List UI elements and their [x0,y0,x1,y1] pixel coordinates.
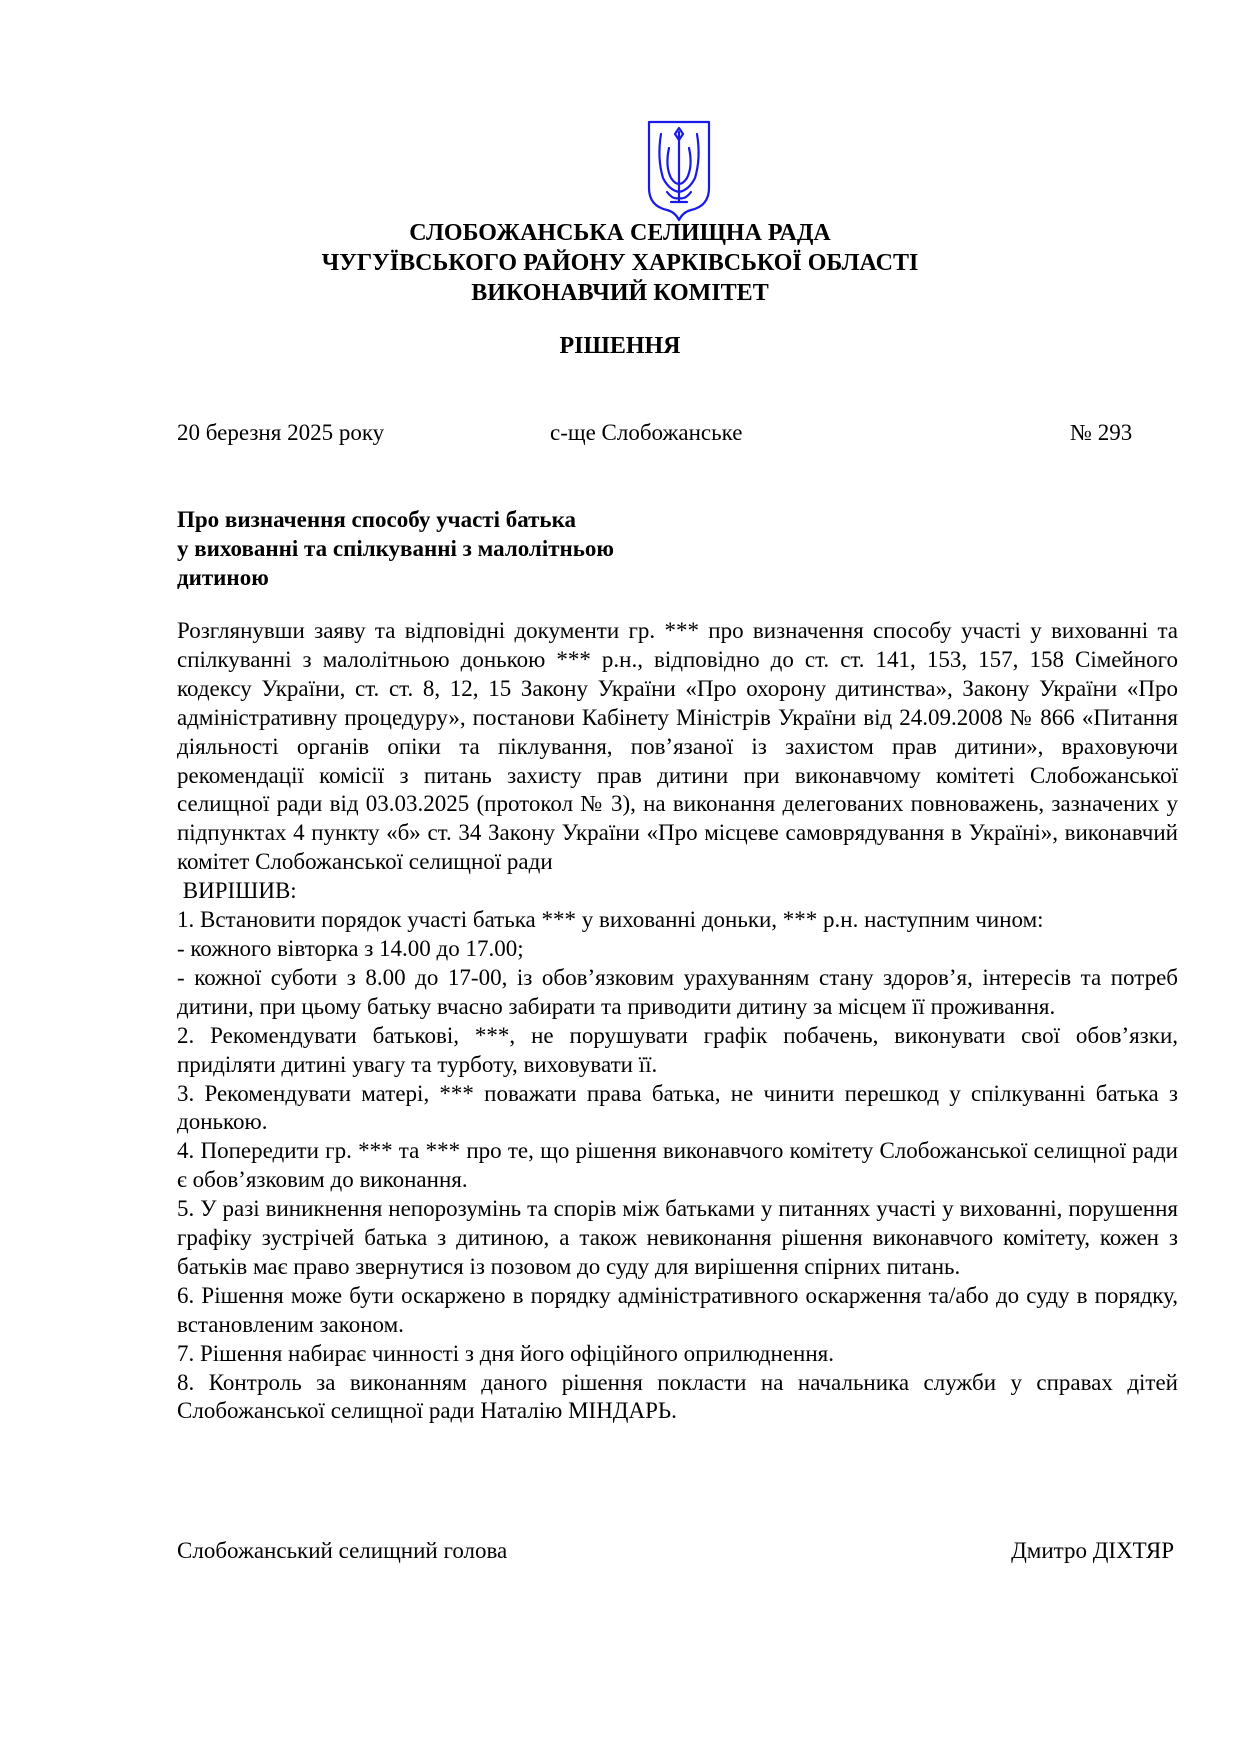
decision-subject [177,505,737,592]
preamble-paragraph: Розглянувши заяву та відповідні документи гр. *** про визначення способу участі у вихованні та спілкуванні з малолітньою донькою *** р.н., відповідно до ст. ст. 141, 153, 157, 158 Сімейного кодексу України, ст. ст. 8, 12, 15 Закону України «Про охорону дитинства», Закону України «Про адміністративну процедуру», постанови Кабінету Міністрів України від 24.09.2008 № 866 «Питання діяльності органів опіки та піклування, пов’язаної із захистом прав дитини», враховуючи рекомендації комісії з питань захисту прав дитини при виконавчому комітеті Слобожанської селищної ради від 03.03.2025 (протокол № 3), на виконання делегованих повноважень, зазначених у підпунктах 4 пункту «б» ст. 34 Закону України «Про місцеве самоврядування в Україні», виконавчий комітет Слобожанської селищної ради [177,618,1178,875]
item-5: 5. У разі виникнення непорозумінь та спорів між батьками у питаннях участі у вихованні, порушення графіку зустрічей батька з дитиною, а також невиконання рішення виконавчого комітету, кожен з батьків має право звернутися із позовом до суду для вирішення спірних питань. [177,1196,1178,1279]
coat-of-arms-icon [645,118,713,222]
decision-number: № 293 [1070,420,1133,445]
decision-place: с-ще Слобожанське [550,420,743,445]
document-type: РІШЕННЯ [559,333,681,359]
item-4: 4. Попередити гр. *** та *** про те, що рішення виконавчого комітету Слобожанської селищної ради є обов’язковим до виконання. [177,1138,1178,1193]
subject-line: у вихованні та спілкуванні з малолітньою [177,536,614,561]
district-name: ЧУГУЇВСЬКОГО РАЙОНУ ХАРКІВСЬКОЇ ОБЛАСТІ [321,250,919,276]
decision-body [177,617,1178,1426]
item-8: 8. Контроль за виконанням даного рішення покласти на начальника служби у справах дітей Слобожанської селищної ради Наталію МІНДАРЬ. [177,1369,1178,1424]
subject-line: дитиною [177,565,269,590]
item-1: 1. Встановити порядок участі батька *** у вихованні доньки, *** р.н. наступним чином: [177,907,1044,933]
item-6: 6. Рішення може бути оскаржено в порядку адміністративного оскарження та/або до суду в порядку, встановленим законом. [177,1282,1178,1337]
committee-name: ВИКОНАВЧИЙ КОМІТЕТ [471,280,769,306]
item-1a: - кожного вівторка з 14.00 до 17.00; [177,935,524,961]
item-1b: - кожної суботи з 8.00 до 17-00, із обов’язковим урахуванням стану здоров’я, інтересів та потреб дитини, при цьому батьку вчасно забирати та приводити дитину за місцем її проживання. [177,964,1178,1019]
subject-line: Про визначення способу участі батька [177,507,576,532]
item-7: 7. Рішення набирає чинності з дня його офіційного оприлюднення. [177,1340,834,1366]
resolved-heading: ВИРІШИВ: [177,878,297,904]
council-name: СЛОБОЖАНСЬКА СЕЛИЩНА РАДА [409,220,831,246]
decision-date: 20 березня 2025 року [177,420,385,445]
signatory-position: Слобожанський селищний голова [177,1538,508,1563]
item-3: 3. Рекомендувати матері, *** поважати права батька, не чинити перешкод у спілкуванні батька з донькою. [177,1080,1178,1135]
item-2: 2. Рекомендувати батькові, ***, не порушувати графік побачень, виконувати свої обов’язки, приділяти дитині увагу та турботу, виховувати її. [177,1022,1178,1077]
signatory-name: Дмитро ДІХТЯР [1011,1538,1174,1563]
